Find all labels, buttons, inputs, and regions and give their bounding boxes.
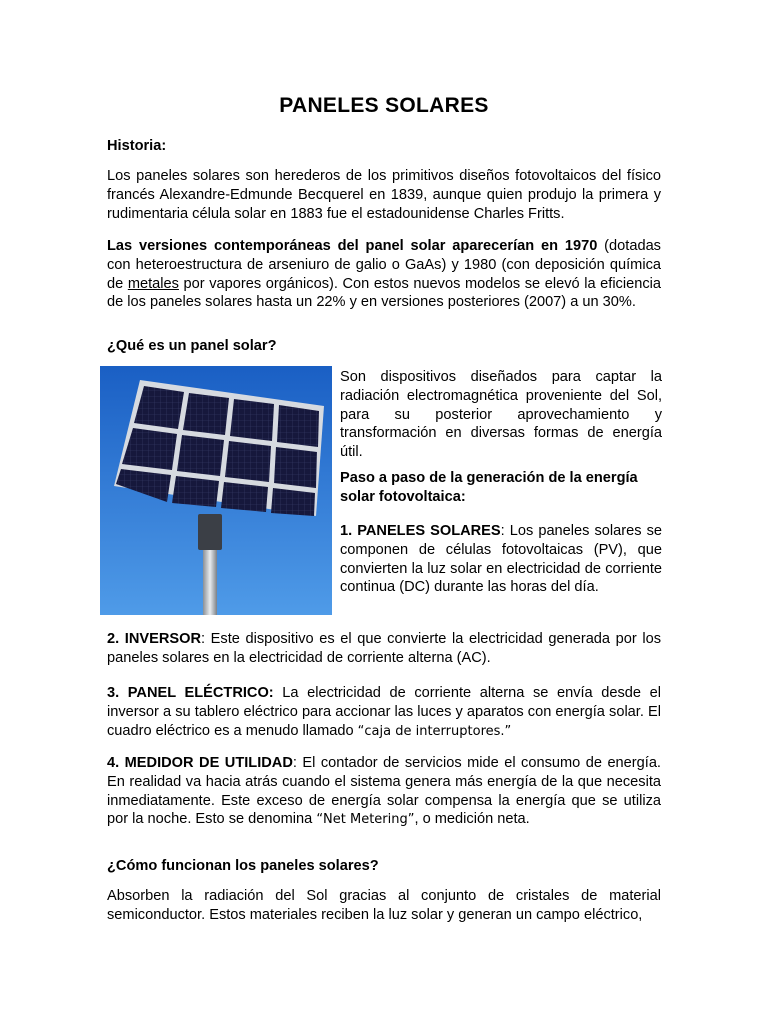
historia-paragraph-2 [107,237,661,312]
step-1-label: 1. PANELES SOLARES [340,523,501,539]
step-3-label: 3. PANEL ELÉCTRICO: [107,685,274,701]
page-title: PANELES SOLARES [279,94,489,117]
step-3-quote: “caja de interruptores.” [357,723,512,739]
historia-p2-bold: Las versiones contemporáneas del panel solar aparecerían en 1970 [107,238,598,254]
step-4 [107,754,661,830]
step-4-text: : El contador de servicios mide el consumo de energía. En realidad va hacia atrás cuando el sistema genera más energía de la que necesita inmediatamente. Este exceso de energía solar compensa la energía que se utiliza por la noche. Esto se denomina [107,755,661,828]
metales-link[interactable]: metales [127,275,179,292]
historia-heading: Historia: [107,138,167,154]
step-4-label: 4. MEDIDOR DE UTILIDAD [107,755,293,771]
step-2 [107,630,661,668]
step-4-quote: “Net Metering” [316,812,415,828]
historia-paragraph-1: Los paneles solares son herederos de los primitivos diseños fotovoltaicos del físico francés Alexandre-Edmunde Becquerel en 1839, aunque quien produjo la primera y rudimentaria célula solar en 1883 fue el estadounidense Charles Fritts. [107,168,661,222]
step-1-text: : Los paneles solares se componen de células fotovoltaicas (PV), que convierten la luz solar en electricidad de corriente continua (DC) durante las horas del día. [340,523,662,596]
step-4-end: , o medición neta. [414,811,530,828]
step-3 [107,684,661,741]
step-2-label: 2. INVERSOR [107,631,202,647]
que-es-heading: ¿Qué es un panel solar? [107,338,277,354]
step-1 [340,522,662,597]
step-2-text: : Este dispositivo es el que convierte la electricidad generada por los paneles solares en la electricidad de corriente alterna (AC). [107,631,662,666]
historia-p2-text-a: (dotadas con heteroestructura de arseniuro de galio o GaAs) y 1980 (con deposición química de [107,238,661,292]
como-heading: ¿Cómo funcionan los paneles solares? [107,858,379,874]
que-es-paragraph: Son dispositivos diseñados para captar la radiación electromagnética proveniente del Sol, para su posterior aprovechamiento y transformación en diversas formas de energía útil. [340,369,662,461]
paso-heading: Paso a paso de la generación de la energía solar fotovoltaica: [340,470,638,505]
solar-panel-photo [100,366,332,615]
step-3-text: La electricidad de corriente alterna se envía desde el inversor a su tablero eléctrico para accionar las luces y aparatos con energía solar. El cuadro eléctrico es a menudo llamado [107,685,661,739]
como-paragraph: Absorben la radiación del Sol gracias al conjunto de cristales de material semiconductor. Estos materiales reciben la luz solar y generan un campo eléctrico, [107,888,661,923]
historia-p2-text-b: por vapores orgánicos). Con estos nuevos modelos se elevó la eficiencia de los paneles solares hasta un 22% y en versiones posteriores (2007) a un 30%. [107,275,661,311]
